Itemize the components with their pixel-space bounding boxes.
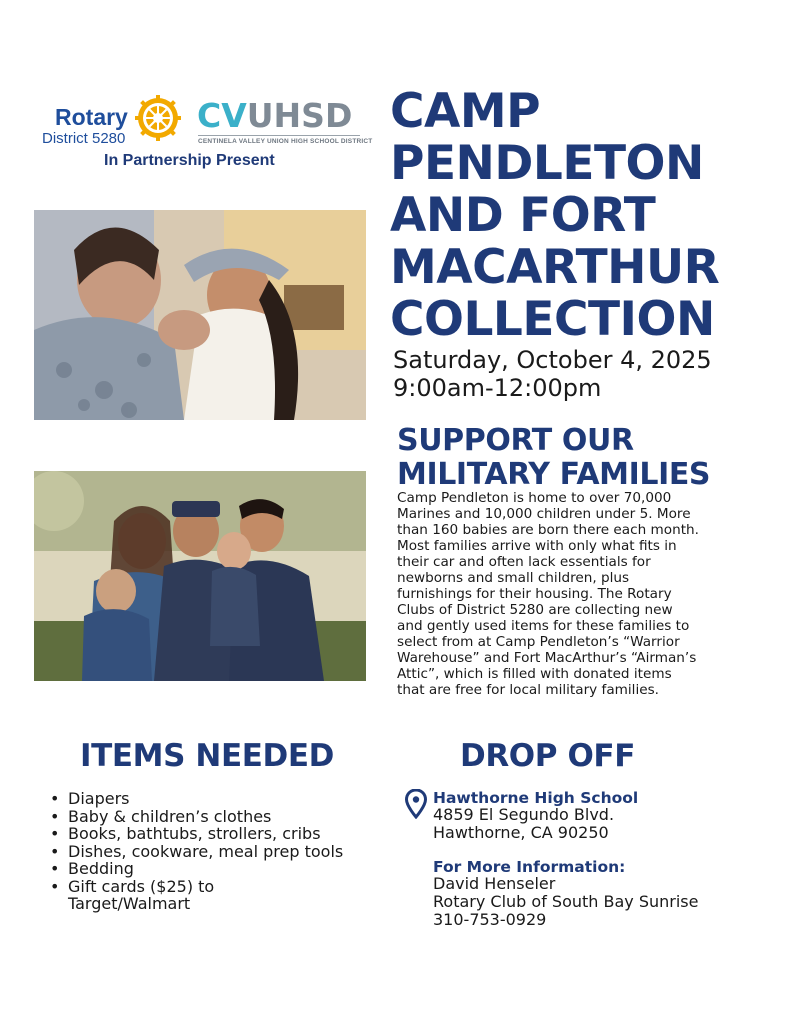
list-item-text: • Gift cards ($25) to xyxy=(68,876,215,896)
title-line: AND FORT xyxy=(390,188,656,243)
drop-off-location-name: Hawthorne High School xyxy=(433,789,639,807)
drop-off-address xyxy=(433,806,614,842)
event-title xyxy=(390,86,780,346)
title-line: CAMP xyxy=(390,84,541,139)
list-item xyxy=(48,790,343,808)
cv-text: CV xyxy=(197,96,247,135)
items-needed-heading: ITEMS NEEDED xyxy=(80,738,334,774)
body-line: than 160 babies are born there each month. xyxy=(397,522,699,538)
title-line: COLLECTION xyxy=(390,292,715,347)
support-heading xyxy=(397,424,777,492)
photo-mother-daughter xyxy=(34,210,366,420)
school-district-name: CENTINELA VALLEY UNION HIGH SCHOOL DISTRICT xyxy=(198,135,360,145)
items-needed-list xyxy=(48,790,343,913)
partnership-text: In Partnership Present xyxy=(104,152,275,169)
list-item-text: • Dishes, cookware, meal prep tools xyxy=(68,841,344,861)
body-line: Attic”, which is filled with donated items xyxy=(397,666,672,682)
photo-mother-daughter-art xyxy=(34,210,366,420)
photo-military-family-art xyxy=(34,471,366,681)
body-line: Clubs of District 5280 are collecting new xyxy=(397,602,673,618)
address-line: 4859 El Segundo Blvd. xyxy=(433,805,615,824)
body-line: Warehouse” and Fort MacArthur’s “Airman’s xyxy=(397,650,697,666)
body-line: Most families arrive with only what fits in xyxy=(397,538,677,554)
list-item xyxy=(48,878,343,913)
list-item-text: • Bedding xyxy=(68,859,134,878)
body-line: newborns and small children, plus xyxy=(397,570,630,586)
cvuhsd-logo xyxy=(197,96,352,135)
event-date: Saturday, October 4, 2025 xyxy=(393,346,712,374)
address-line: Hawthorne, CA 90250 xyxy=(433,823,609,842)
body-line: select from at Camp Pendleton’s “Warrior xyxy=(397,634,680,650)
support-body xyxy=(397,490,767,698)
drop-off-heading: DROP OFF xyxy=(460,738,635,774)
body-line: and gently used items for these families to xyxy=(397,618,690,634)
contact-phone: 310-753-0929 xyxy=(433,910,547,929)
list-item xyxy=(48,808,343,826)
event-datetime xyxy=(393,346,712,402)
title-line: MACARTHUR xyxy=(390,240,720,295)
body-line: their car and often lack essentials for xyxy=(397,554,651,570)
rotary-district-text: District 5280 xyxy=(42,130,126,147)
body-line: Marines and 10,000 children under 5. More xyxy=(397,506,691,522)
body-line: furnishings for their housing. The Rotary xyxy=(397,586,672,602)
support-heading-line: MILITARY FAMILIES xyxy=(397,457,711,492)
contact-info xyxy=(433,875,698,929)
list-item-text: Target/Walmart xyxy=(68,894,191,913)
uhsd-text: UHSD xyxy=(246,96,353,135)
title-line: PENDLETON xyxy=(390,136,704,191)
more-info-heading: For More Information: xyxy=(433,858,626,876)
list-item-text: • Books, bathtubs, strollers, cribs xyxy=(68,824,321,843)
rotary-wheel-icon xyxy=(135,95,181,141)
rotary-logo-text: Rotary xyxy=(55,104,128,130)
location-pin-icon xyxy=(405,789,427,819)
photo-military-family xyxy=(34,471,366,681)
list-item xyxy=(48,825,343,843)
list-item xyxy=(48,843,343,861)
list-item-text: • Diapers xyxy=(68,789,130,808)
body-line: that are free for local military families. xyxy=(397,682,660,698)
list-item xyxy=(48,860,343,878)
body-line: Camp Pendleton is home to over 70,000 xyxy=(397,490,672,506)
contact-org: Rotary Club of South Bay Sunrise xyxy=(433,892,699,911)
support-heading-line: SUPPORT OUR xyxy=(397,423,634,458)
event-time: 9:00am-12:00pm xyxy=(393,374,602,402)
contact-name: David Henseler xyxy=(433,874,556,893)
list-item-text: • Baby & children’s clothes xyxy=(68,806,272,826)
